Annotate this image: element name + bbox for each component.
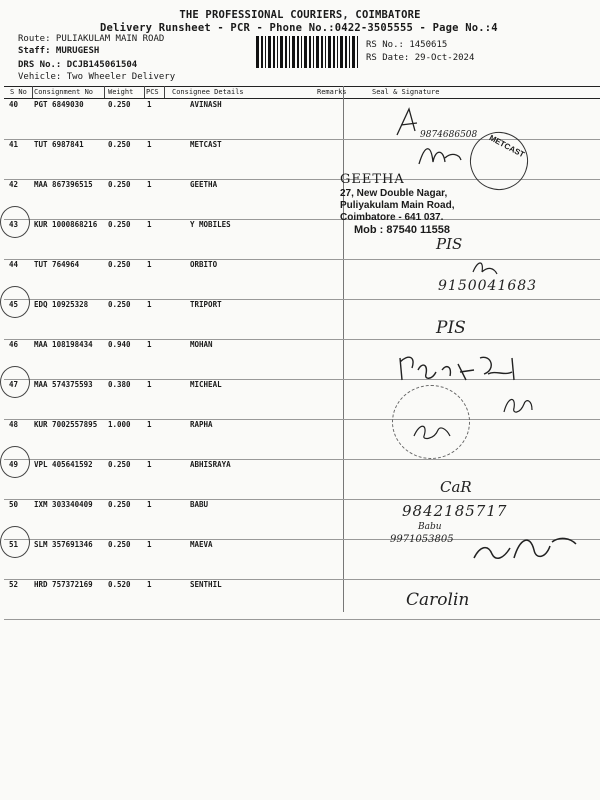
column-divider [32,86,33,98]
row-consignment: TUT 6987841 [34,140,84,149]
row-pcs: 1 [147,140,152,149]
barcode-bar [301,36,302,68]
barcode-bar [273,36,275,68]
handwritten-note: PIS [436,235,463,253]
row-weight: 0.250 [108,220,131,229]
handwritten-phone: 9842185717 [402,502,508,520]
row-weight: 0.250 [108,180,131,189]
rs-date: RS Date: 29-Oct-2024 [366,53,475,63]
runsheet-title: Delivery Runsheet - PCR - Phone No.:0422-3505555 - Page No.:4 [100,22,498,34]
row-consignee: SENTHIL [190,580,222,589]
table-row [4,420,600,460]
barcode-bar [333,36,335,68]
handwritten-note: CaR [440,478,472,496]
row-consignment: MAA 108198434 [34,340,93,349]
row-consignment: VPL 405641592 [34,460,93,469]
barcode-bar [277,36,278,68]
signature-row48 [410,420,454,442]
signature-row41 [415,140,465,170]
row-consignee: MOHAN [190,340,213,349]
row-consignment: MAA 574375593 [34,380,93,389]
row-consignment: TUT 764964 [34,260,80,269]
row-consignment: PGT 6849030 [34,100,84,109]
header-consignee: Consignee Details [172,88,244,96]
barcode-bar [261,36,263,68]
row-circle-mark [0,286,30,318]
row-consignment: MAA 867396515 [34,180,93,189]
row-sno: 40 [9,100,19,109]
drs-number: DRS No.: DCJB145061504 [18,60,138,70]
row-weight: 0.250 [108,100,131,109]
row-consignment: KUR 7002557895 [34,420,98,429]
handwritten-name: Babu [418,522,442,532]
signature-row46 [396,350,526,386]
row-consignee: GEETHA [190,180,218,189]
barcode-bar [325,36,326,68]
header-sno: S No [10,88,27,96]
barcode-bar [268,36,271,68]
table-row [4,460,600,500]
row-pcs: 1 [147,340,152,349]
route-label: Route: PULIAKULAM MAIN ROAD [18,34,165,44]
row-consignment: SLM 357691346 [34,540,93,549]
row-pcs: 1 [147,580,152,589]
row-weight: 1.000 [108,420,131,429]
barcode-bar [297,36,299,68]
row-consignee: MICHEAL [190,380,222,389]
row-consignment: HRD 757372169 [34,580,93,589]
barcode-bar [345,36,347,68]
handwritten-note: PIS [436,318,466,338]
row-sno: 49 [9,460,19,469]
barcode-bar [289,36,290,68]
row-sno: 45 [9,300,19,309]
header-weight: Weight [108,88,134,96]
barcode-bar [321,36,323,68]
row-pcs: 1 [147,380,152,389]
row-consignee: RAPHA [190,420,213,429]
row-weight: 0.250 [108,540,131,549]
row-sno: 50 [9,500,19,509]
row-pcs: 1 [147,460,152,469]
handwritten-phone: 9874686508 [420,130,478,140]
row-consignee: AVINASH [190,100,222,109]
row-weight: 0.250 [108,140,131,149]
row-pcs: 1 [147,180,152,189]
row-consignee: ABHISRAYA [190,460,231,469]
barcode-bar [280,36,283,68]
vehicle-label: Vehicle: Two Wheeler Delivery [18,72,176,82]
stamp-name: GEETHA [340,172,405,187]
company-title: THE PROFESSIONAL COURIERS, COIMBATORE [179,9,421,21]
row-weight: 0.520 [108,580,131,589]
column-divider [104,86,105,98]
row-consignment: IXM 303340409 [34,500,93,509]
barcode-bar [352,36,355,68]
row-consignee: TRIPORT [190,300,222,309]
row-consignee: ORBITO [190,260,218,269]
column-divider [144,86,145,98]
row-weight: 0.250 [108,260,131,269]
row-consignee: METCAST [190,140,222,149]
staff-label: Staff: MURUGESH [18,46,100,56]
signature-row51 [470,528,580,568]
row-pcs: 1 [147,260,152,269]
barcode-bar [337,36,338,68]
round-stamp-text: METCAST [487,133,527,160]
barcode-bar [340,36,343,68]
signature-row40 [395,105,435,140]
handwritten-phone: 9150041683 [438,278,538,294]
row-sno: 41 [9,140,19,149]
row-consignee: Y MOBILES [190,220,231,229]
row-sno: 51 [9,540,19,549]
barcode-bar [285,36,287,68]
barcode-bar [292,36,295,68]
header-consignment: Consignment No [34,88,94,96]
stamp-city: Coimbatore - 641 037. [340,212,444,223]
header-remarks: Remarks [317,88,347,96]
row-pcs: 1 [147,420,152,429]
row-weight: 0.250 [108,460,131,469]
barcode-bar [265,36,266,68]
header-pcs: PCS [146,88,159,96]
row-sno: 44 [9,260,19,269]
row-separator [4,619,600,620]
row-circle-mark [0,366,30,398]
row-weight: 0.940 [108,340,131,349]
row-consignee: BABU [190,500,209,509]
row-weight: 0.250 [108,300,131,309]
signature-row44 [470,258,500,278]
row-pcs: 1 [147,220,152,229]
header-bottom-border [4,98,600,99]
row-pcs: 1 [147,100,152,109]
row-weight: 0.380 [108,380,131,389]
table-row [4,220,600,260]
barcode-bar [316,36,319,68]
row-sno: 47 [9,380,19,389]
barcode-bar [313,36,314,68]
column-divider [164,86,165,98]
barcode-bar [304,36,307,68]
row-consignment: KUR 1000868216 [34,220,98,229]
row-consignment: EDQ 10925328 [34,300,89,309]
barcode-bar [256,36,259,68]
row-pcs: 1 [147,540,152,549]
row-sno: 42 [9,180,19,189]
row-pcs: 1 [147,500,152,509]
barcode-bar [357,36,358,68]
stamp-address-line: Puliyakulam Main Road, [340,200,455,211]
stamp-mobile: Mob : 87540 11558 [354,224,451,236]
row-sno: 43 [9,220,19,229]
handwritten-name: Carolin [406,590,470,610]
handwritten-phone: 9971053805 [390,534,454,545]
signature-row47 [500,392,536,416]
barcode-bar [328,36,331,68]
row-pcs: 1 [147,300,152,309]
header-seal-signature: Seal & Signature [372,88,440,96]
barcode-bar [309,36,311,68]
table-row [4,580,600,620]
row-sno: 52 [9,580,19,589]
row-sno: 48 [9,420,19,429]
table-row [4,300,600,340]
row-consignee: MAEVA [190,540,213,549]
barcode [256,36,358,68]
stamp-address-line: 27, New Double Nagar, [340,188,448,199]
row-sno: 46 [9,340,19,349]
table-top-border [4,86,600,87]
row-circle-mark [0,446,30,478]
row-circle-mark [0,206,30,238]
consignee-address-stamp [340,172,500,236]
row-circle-mark [0,526,30,558]
rs-number: RS No.: 1450615 [366,40,448,50]
row-weight: 0.250 [108,500,131,509]
barcode-bar [349,36,350,68]
